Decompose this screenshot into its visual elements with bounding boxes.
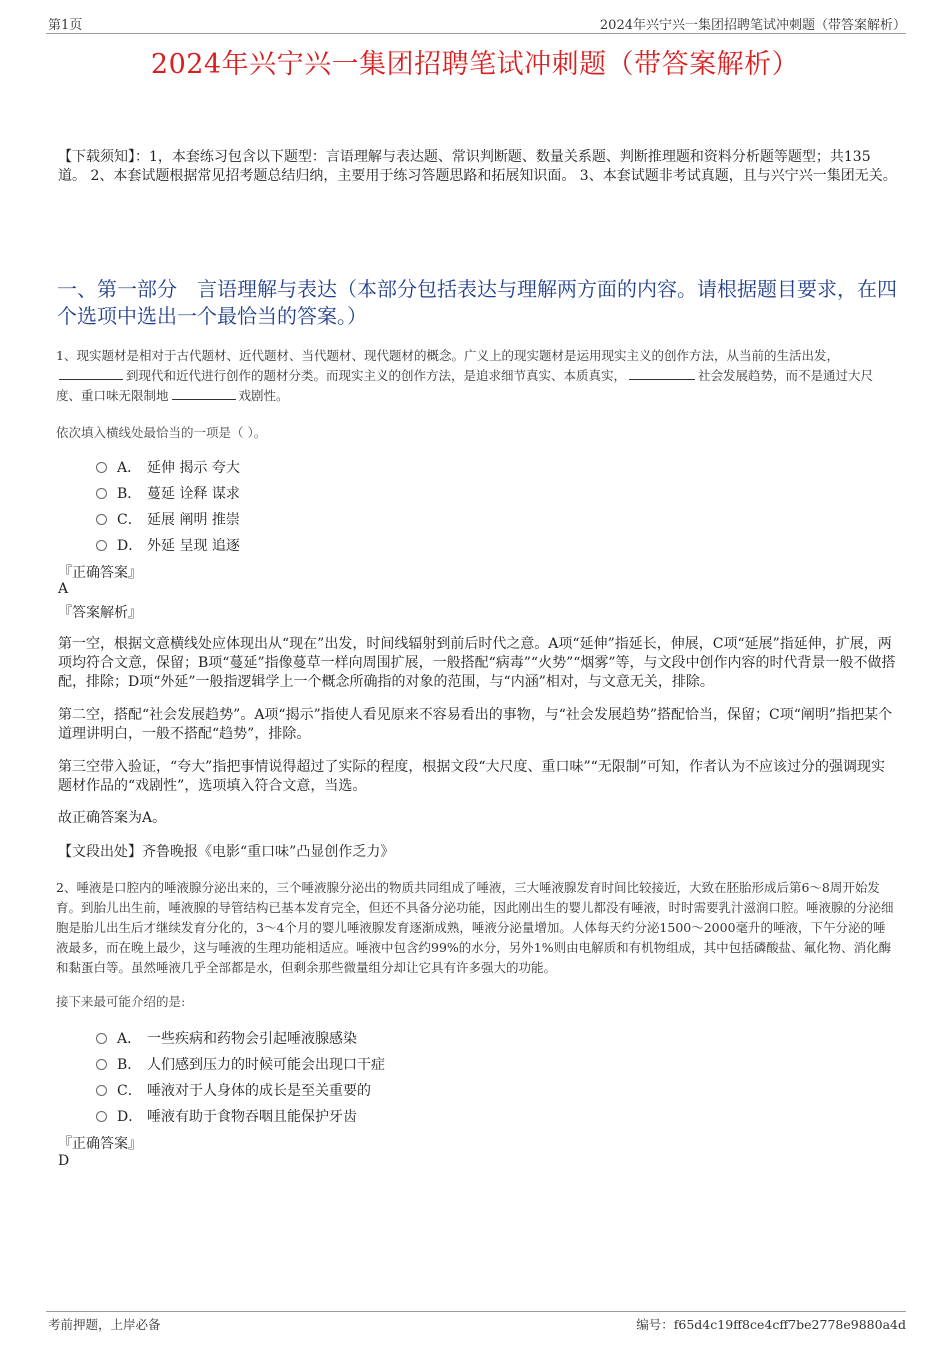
header-page-number: 第1页 xyxy=(48,18,83,33)
download-notice: 【下载须知】：1，本套练习包含以下题型：言语理解与表达题、常识判断题、数量关系题、判断推理题和资料分析题等题型；共135道。 2、本套试题根据常见招考题总结归纳，主要用于练习答题思路和拓展知识面。 3、本套试题非考试真题，且与兴宁兴一集团无关。 xyxy=(58,149,897,184)
analysis-source: 【文段出处】齐鲁晚报《电影“重口味”凸显创作乏力》 xyxy=(58,844,395,860)
question-1-analysis-label: 『答案解析』 xyxy=(58,605,142,621)
question-2-option-b[interactable]: B． 人们感到压力的时候可能会出现口干症 xyxy=(96,1054,385,1074)
page-title: 2024年兴宁兴一集团招聘笔试冲刺题（带答案解析） xyxy=(150,49,800,80)
question-1-answer-label: 『正确答案』 xyxy=(58,565,142,581)
analysis-paragraph-3: 第三空带入验证，“夸大”指把事情说得超过了实际的程度，根据文段“大尺度、重口味”“无限制”可知，作者认为不应该过分的强调现实题材作品的“戏剧性”，选项填入符合文意，当选。 xyxy=(58,759,885,794)
header-doc-title: 2024年兴宁兴一集团招聘笔试冲刺题（带答案解析） xyxy=(599,18,906,33)
question-1-answer: A xyxy=(58,581,69,597)
analysis-paragraph-2: 第二空，搭配“社会发展趋势”。A项“揭示”指使人看见原来不容易看出的事物，与“社会发展趋势”搭配恰当，保留；C项“阐明”指把某个道理讲明白，一般不搭配“趋势”，排除。 xyxy=(58,707,893,742)
radio-icon[interactable] xyxy=(96,540,107,551)
question-2-text: 2、唾液是口腔内的唾液腺分泌出来的，三个唾液腺分泌出的物质共同组成了唾液，三大唾液腺发育时间比较接近，大致在胚胎形成后第6～8周开始发育。到胎儿出生前，唾液腺的导管结构已基本发育完全，但还不具备分泌功能，因此刚出生的婴儿都没有唾液，时时需要乳汁滋润口腔。唾液腺的分泌细胞是胎儿出生后才继续发育分化的，3～4个月的婴儿唾液腺发育逐渐成熟，唾液分泌量增加。人体每天约分泌1500～2000毫升的唾液，下午分泌的唾液最多，而在晚上最少，这与唾液的生理功能相适应。唾液中包含约99%的水分，另外1%则由电解质和有机物组成，其中包括磷酸盐、氟化物、消化酶和黏蛋白等。虽然唾液几乎全部都是水，但剩余那些微量组分却让它具有许多强大的功能。 xyxy=(56,880,894,975)
question-1-text-part3: 社会发展趋势，而不是通过大尺度、重口味无限制地 xyxy=(56,368,874,403)
radio-icon[interactable] xyxy=(96,1085,107,1096)
header-divider xyxy=(46,33,906,34)
radio-icon[interactable] xyxy=(96,1059,107,1070)
question-1-text xyxy=(56,346,896,406)
answer-blank xyxy=(172,387,236,400)
radio-icon[interactable] xyxy=(96,462,107,473)
footer-divider xyxy=(46,1311,906,1312)
answer-blank xyxy=(629,367,695,380)
question-1-prompt: 依次填入横线处最恰当的一项是（ ）。 xyxy=(56,425,267,440)
section-title: 一、第一部分 言语理解与表达（本部分包括表达与理解两方面的内容。请根据题目要求，在四个选项中选出一个最恰当的答案。） xyxy=(57,277,897,328)
question-2-answer: D xyxy=(58,1153,70,1169)
question-2-prompt: 接下来最可能介绍的是: xyxy=(56,994,186,1009)
question-1-text-part4: 戏剧性。 xyxy=(238,388,289,403)
radio-icon[interactable] xyxy=(96,488,107,499)
question-2-answer-label: 『正确答案』 xyxy=(58,1136,142,1152)
question-1-option-a[interactable]: A． 延伸 揭示 夸大 xyxy=(96,457,240,477)
radio-icon[interactable] xyxy=(96,1033,107,1044)
analysis-paragraph-1: 第一空，根据文意横线处应体现出从“现在”出发，时间线辐射到前后时代之意。A项“延伸”指延长，伸展，C项“延展”指延伸，扩展，两项均符合文意，保留；B项“蔓延”指像蔓草一样向周围扩展，一般搭配“病毒”“火势”“烟雾”等，与文段中创作内容的时代背景一般不做搭配，排除；D项“外延”一般指逻辑学上一个概念所确指的对象的范围，与“内涵”相对，与文意无关，排除。 xyxy=(58,636,896,690)
footer-slogan: 考前押题，上岸必备 xyxy=(48,1317,161,1332)
analysis-conclusion: 故正确答案为A。 xyxy=(58,810,167,826)
question-1-option-b[interactable]: B． 蔓延 诠释 谋求 xyxy=(96,483,240,503)
radio-icon[interactable] xyxy=(96,1111,107,1122)
radio-icon[interactable] xyxy=(96,514,107,525)
question-2-option-d[interactable]: D． 唾液有助于食物吞咽且能保护牙齿 xyxy=(96,1106,357,1126)
question-1-option-d[interactable]: D． 外延 呈现 追逐 xyxy=(96,535,240,555)
footer-doc-id: 编号：f65d4c19ff8ce4cff7be2778e9880a4d xyxy=(636,1317,906,1332)
question-2-option-c[interactable]: C． 唾液对于人身体的成长是至关重要的 xyxy=(96,1080,371,1100)
question-1-option-c[interactable]: C． 延展 阐明 推崇 xyxy=(96,509,240,529)
question-1-text-part1: 1、现实题材是相对于古代题材、近代题材、当代题材、现代题材的概念。广义上的现实题材是运用现实主义的创作方法，从当前的生活出发， xyxy=(56,348,839,363)
question-1-text-part2: 到现代和近代进行创作的题材分类。而现实主义的创作方法，是追求细节真实、本质真实， xyxy=(126,368,627,383)
answer-blank xyxy=(59,367,123,380)
question-2-option-a[interactable]: A． 一些疾病和药物会引起唾液腺感染 xyxy=(96,1028,357,1048)
